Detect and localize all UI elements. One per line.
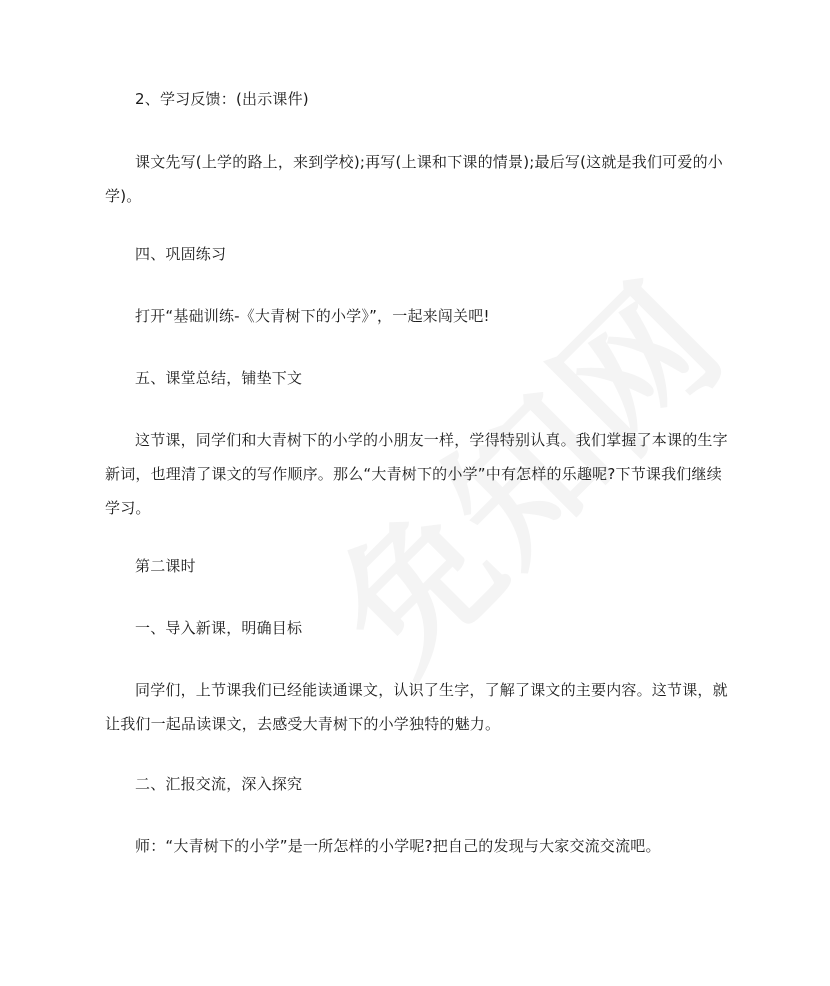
heading-consolidation-practice: 四、巩固练习 bbox=[135, 245, 227, 263]
paragraph-learning-feedback: 2、学习反馈：(出示课件) bbox=[135, 90, 309, 108]
heading-introduce-new-lesson: 一、导入新课，明确目标 bbox=[135, 619, 303, 637]
heading-second-lesson: 第二课时 bbox=[135, 557, 196, 575]
paragraph-teacher-question: 师：“大青树下的小学”是一所怎样的小学呢?把自己的发现与大家交流交流吧。 bbox=[135, 837, 661, 855]
paragraph-introduction-text: 同学们，上节课我们已经能读通课文，认识了生字，了解了课文的主要内容。这节课，就让我们一起品读课文，去感受大青树下的小学独特的魅力。 bbox=[105, 681, 728, 733]
paragraph-summary-text: 这节课，同学们和大青树下的小学的小朋友一样，学得特别认真。我们掌握了本课的生字新词，也理清了课文的写作顺序。那么“大青树下的小学”中有怎样的乐趣呢?下节课我们继续学习。 bbox=[105, 431, 728, 517]
paragraph-basic-training: 打开“基础训练-《大青树下的小学》”，一起来闯关吧! bbox=[135, 307, 490, 325]
heading-class-summary: 五、课堂总结，铺垫下文 bbox=[135, 369, 303, 387]
heading-report-exchange: 二、汇报交流，深入探究 bbox=[135, 775, 303, 793]
paragraph-text-order: 课文先写(上学的路上，来到学校);再写(上课和下课的情景);最后写(这就是我们可爱的小学)。 bbox=[105, 153, 723, 205]
